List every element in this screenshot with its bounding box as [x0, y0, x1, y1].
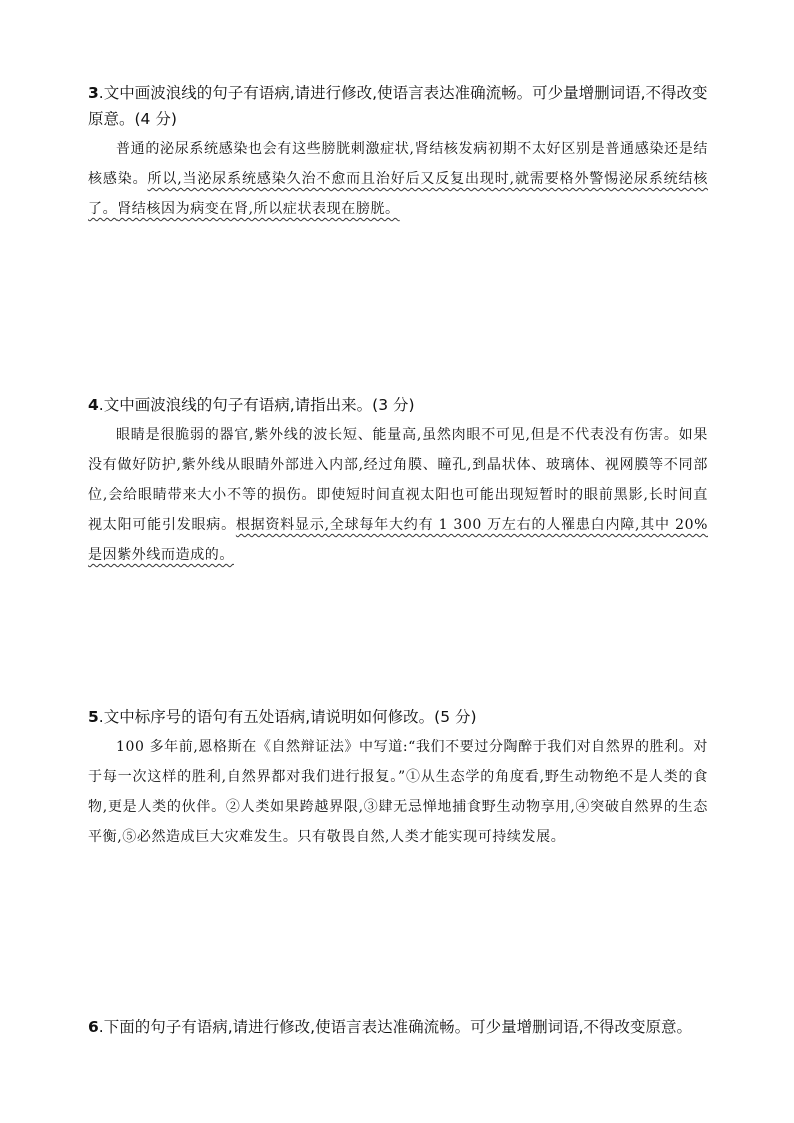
question-3 — [88, 80, 708, 224]
wavy-underlined-sentence: 根据资料显示,全球每年大约有 1 300 万左右的人罹患白内障,其中 20%是因紫外线而造成的。 — [88, 517, 708, 563]
question-4 — [88, 392, 708, 570]
passage-text: 100 多年前,恩格斯在《自然辩证法》中写道:“我们不要过分陶醉于我们对自然界的胜利。对于每一次这样的胜利,自然界都对我们进行报复。”①从生态学的角度看,野生动物绝不是人类的食物,更是人类的伙伴。②人类如果跨越界限,③肆无忌惮地捕食野生动物享用,④突破自然界的生态平衡,⑤必然造成巨大灾难发生。只有敬畏自然,人类才能实现可持续发展。 — [88, 739, 708, 845]
question-text: .文中标序号的语句有五处语病,请说明如何修改。(5 分) — [98, 708, 477, 726]
question-5 — [88, 704, 708, 852]
question-6-title — [88, 1014, 708, 1040]
question-4-passage — [88, 420, 708, 570]
question-4-title — [88, 392, 708, 418]
question-number: 6 — [88, 1018, 99, 1036]
question-3-passage — [88, 134, 708, 224]
question-text: .文中画波浪线的句子有语病,请进行修改,使语言表达准确流畅。可少量增删词语,不得改变原意。(4 分) — [88, 84, 708, 128]
passage-text: 普通的泌尿系统感染也会有这些膀胱刺激症状,肾结核发病初期不太好区别是普通感染还是结核感染。 — [88, 141, 708, 187]
question-3-title — [88, 80, 708, 132]
passage-text: 眼睛是很脆弱的器官,紫外线的波长短、能量高,虽然肉眼不可见,但是不代表没有伤害。如果没有做好防护,紫外线从眼睛外部进入内部,经过角膜、瞳孔,到晶状体、玻璃体、视网膜等不同部位,会给眼睛带来大小不等的损伤。即使短时间直视太阳也可能出现短暂时的眼前黑影,长时间直视太阳可能引发眼病。 — [88, 427, 708, 533]
wavy-underlined-sentence: 所以,当泌尿系统感染久治不愈而且治好后又反复出现时,就需要格外警惕泌尿系统结核了。 — [88, 171, 708, 217]
question-number: 4 — [88, 396, 99, 414]
question-5-title — [88, 704, 708, 730]
question-6 — [88, 1014, 708, 1040]
question-number: 5 — [88, 708, 99, 726]
question-text: .下面的句子有语病,请进行修改,使语言表达准确流畅。可少量增删词语,不得改变原意。 — [98, 1018, 693, 1036]
question-number: 3 — [88, 84, 99, 102]
question-text: .文中画波浪线的句子有语病,请指出来。(3 分) — [98, 396, 415, 414]
wavy-underlined-sentence: 肾结核因为病变在肾,所以症状表现在膀胱。 — [117, 201, 400, 217]
question-5-passage — [88, 732, 708, 852]
